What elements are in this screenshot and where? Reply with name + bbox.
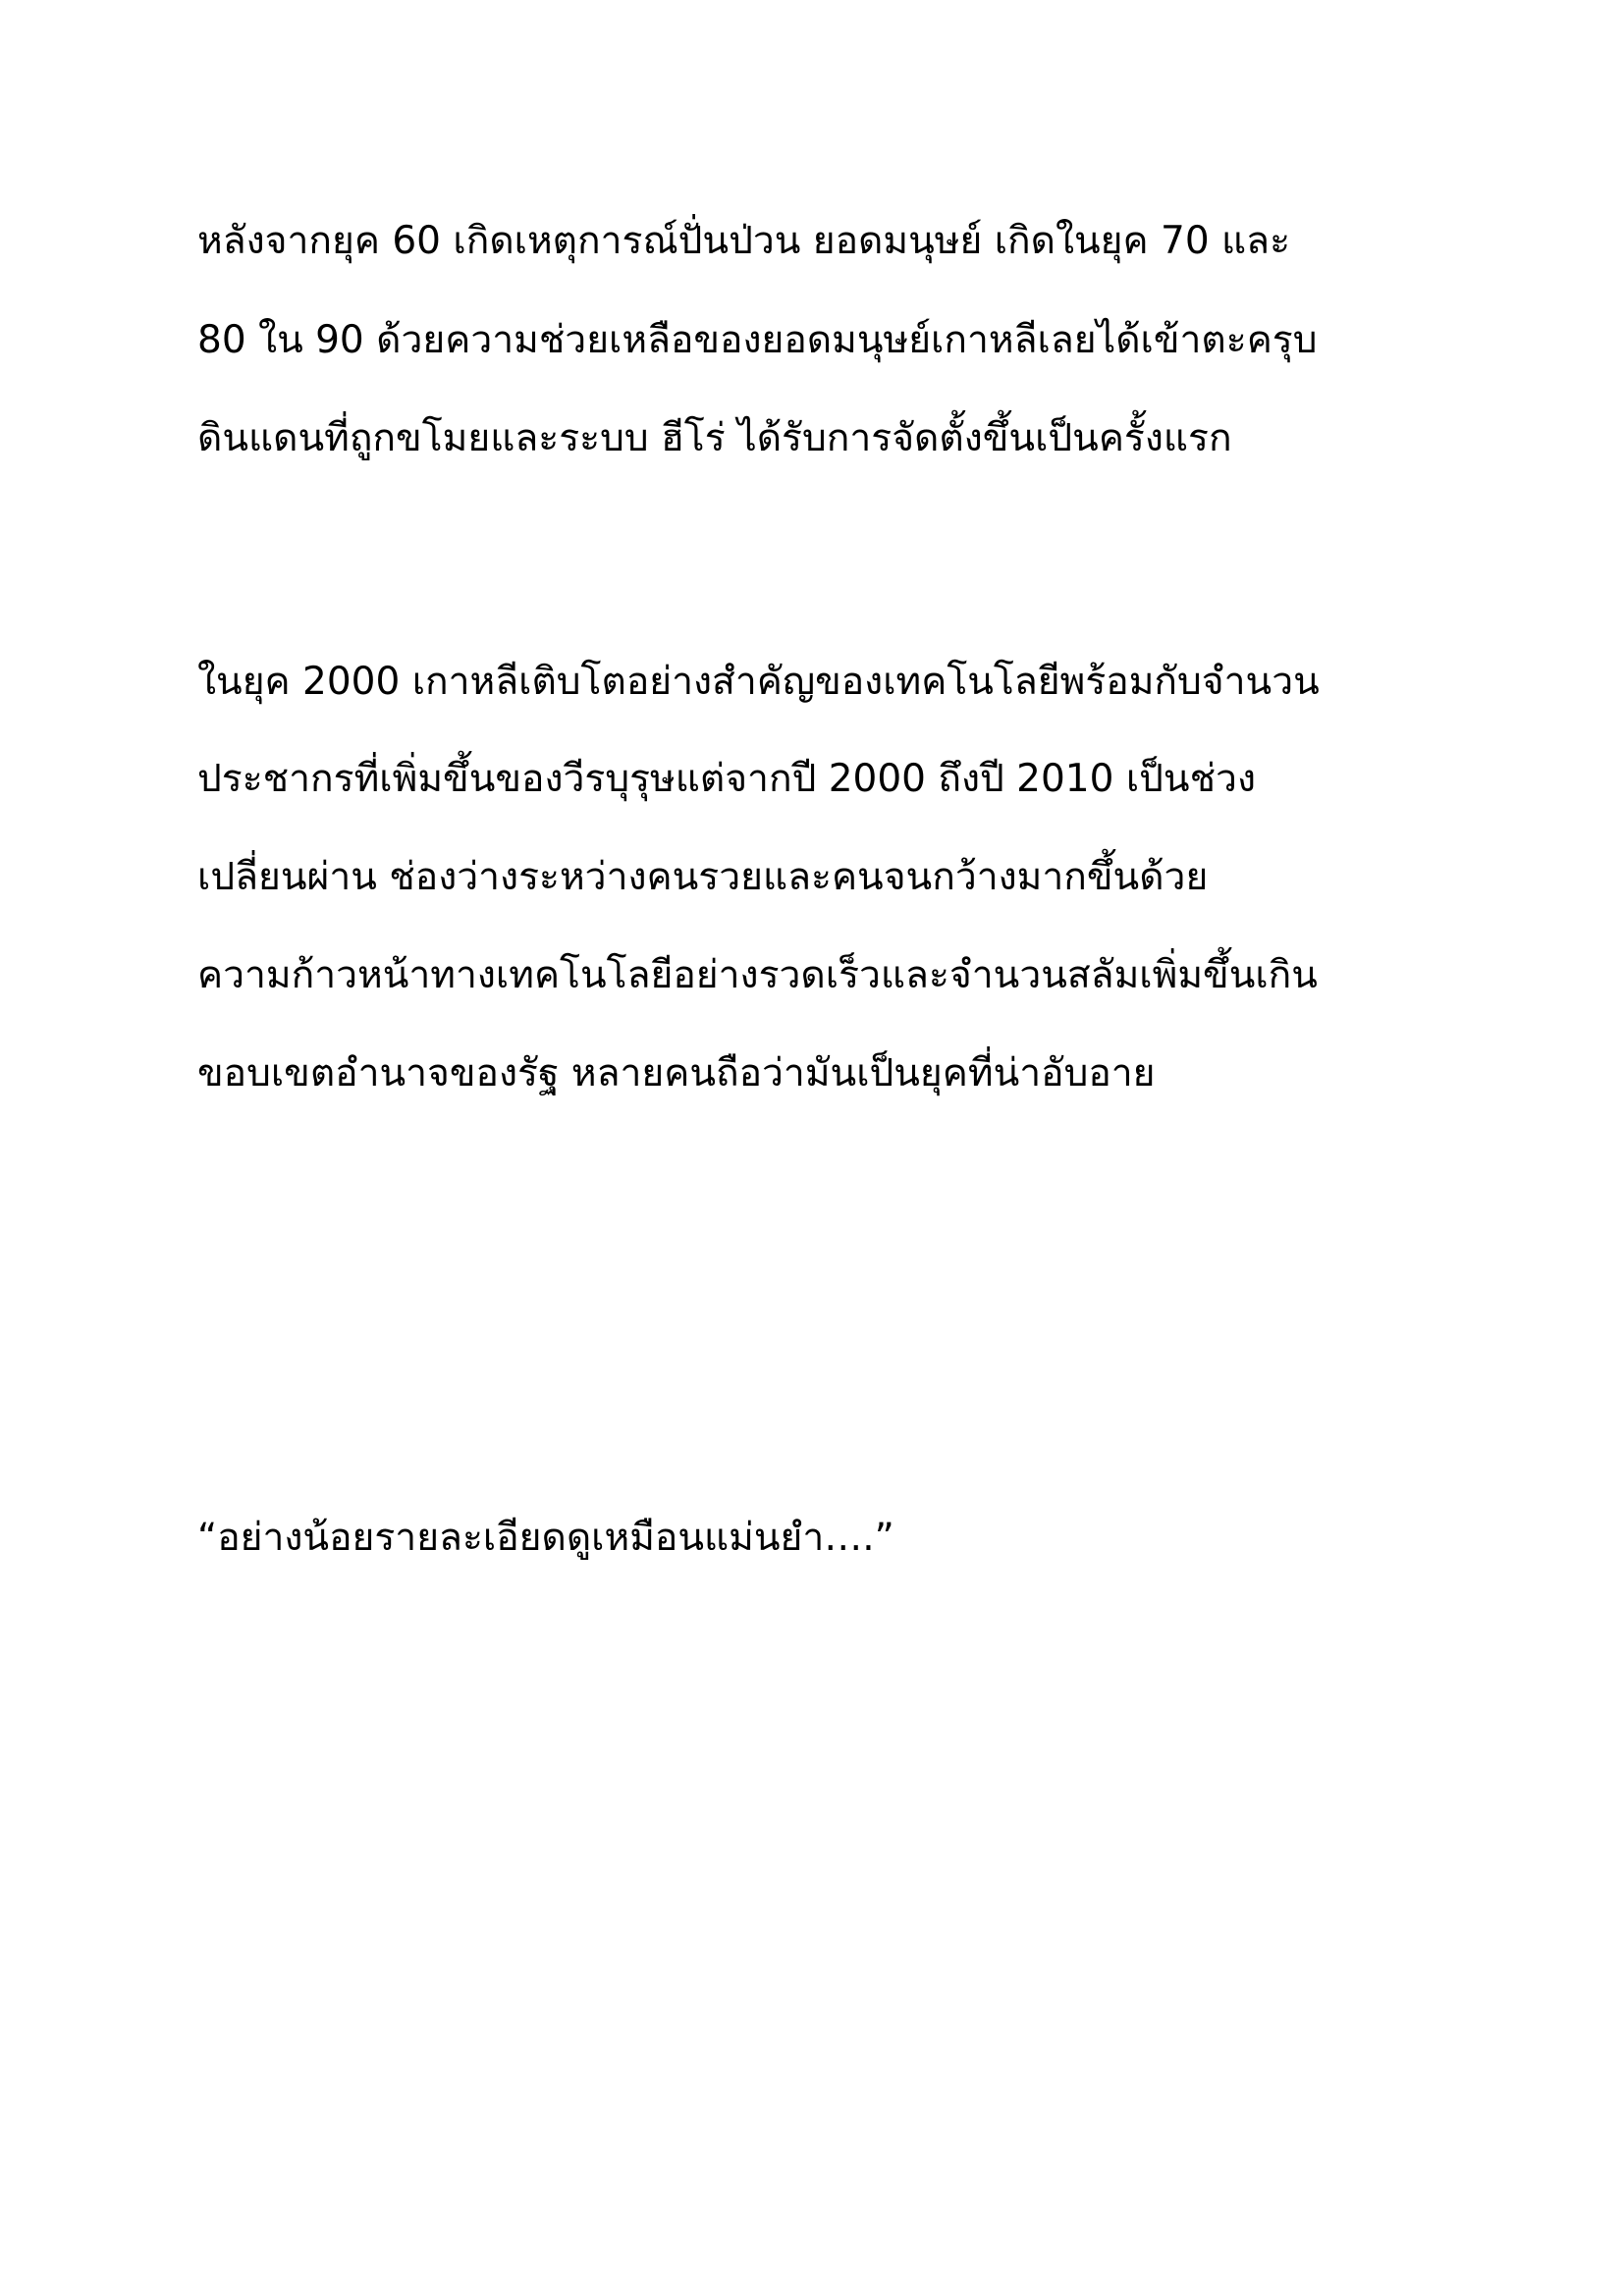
paragraph-line: ความก้าวหน้าทางเทคโนโลยีอย่างรวดเร็วและจำนวนสลัมเพิ่มขึ้นเกิน — [197, 953, 1318, 997]
paragraph-line: ดินแดนที่ถูกขโมยและระบบ ฮีโร่ ได้รับการจัดตั้งขึ้นเป็นครั้งแรก — [197, 416, 1232, 460]
paragraph-line: 80 ใน 90 ด้วยความช่วยเหลือของยอดมนุษย์เกาหลีเลยได้เข้าตะครุบ — [197, 318, 1318, 362]
paragraph-line: เปลี่ยนผ่าน ช่องว่างระหว่างคนรวยและคนจนกว้างมากขึ้นด้วย — [197, 855, 1209, 899]
paragraph-line: หลังจากยุค 60 เกิดเหตุการณ์ปั่นป่วน ยอดมนุษย์ เกิดในยุค 70 และ — [197, 219, 1291, 263]
quote-text: “อย่างน้อยรายละเอียดดูเหมือนแม่นยำ….” — [197, 1516, 894, 1560]
paragraph-line: ในยุค 2000 เกาหลีเติบโตอย่างสำคัญของเทคโนโลยีพร้อมกับจำนวน — [197, 660, 1320, 704]
paragraph-line: ประชากรที่เพิ่มขึ้นของวีรบุรุษแต่จากปี 2000 ถึงปี 2010 เป็นช่วง — [197, 757, 1256, 801]
paragraph-line: ขอบเขตอำนาจของรัฐ หลายคนถือว่ามันเป็นยุคที่น่าอับอาย — [197, 1051, 1156, 1095]
